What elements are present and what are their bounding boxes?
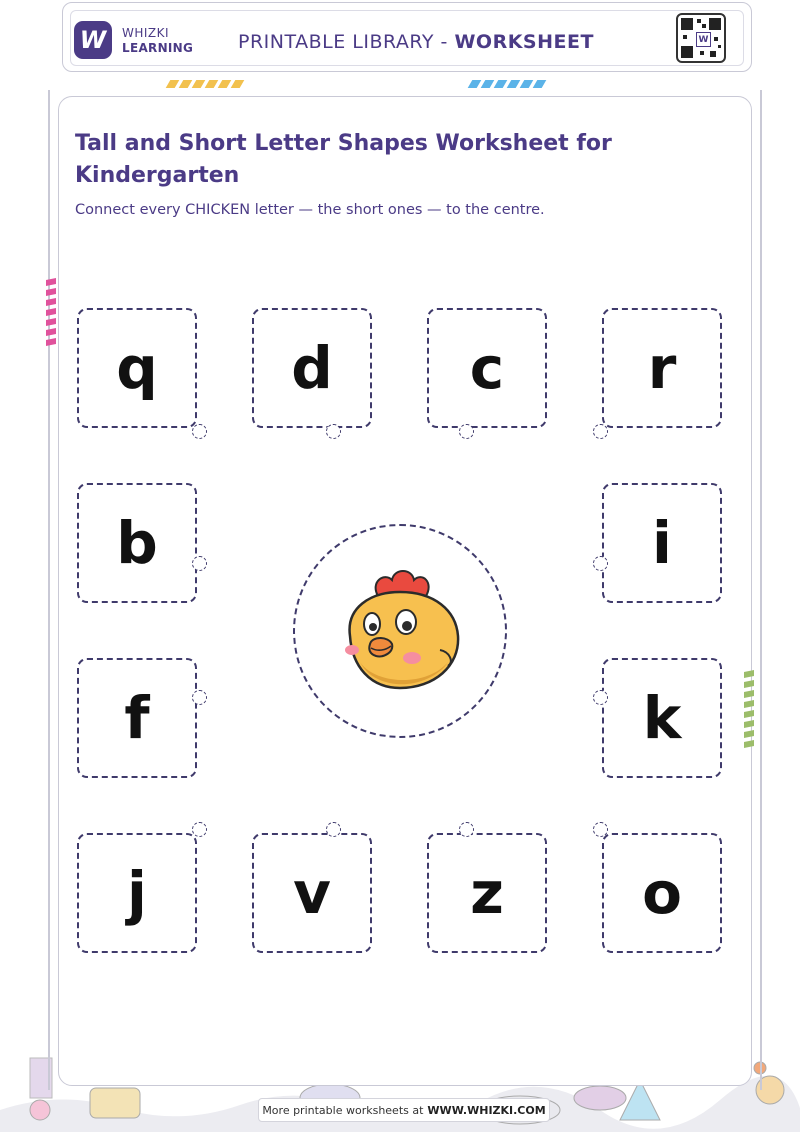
worksheet-instruction: Connect every CHICKEN letter — the short ones — to the centre. [75,202,545,218]
letter-b: b [116,509,158,577]
pink-stripe-decoration [44,278,58,350]
connector-dot-q[interactable] [192,424,207,439]
letter-card-j[interactable] [77,833,197,953]
letter-card-o[interactable] [602,833,722,953]
connector-dot-v[interactable] [326,822,341,837]
letter-q: q [116,334,158,402]
connector-dot-r[interactable] [593,424,608,439]
letter-card-k[interactable] [602,658,722,778]
left-frame-line [48,90,50,1090]
letter-card-z[interactable] [427,833,547,953]
connector-dot-i[interactable] [593,556,608,571]
logo-name-top: WHIZKI [122,26,170,40]
header-title [238,31,594,53]
letter-card-v[interactable] [252,833,372,953]
chicken-icon [330,566,470,696]
letter-card-d[interactable] [252,308,372,428]
connector-dot-j[interactable] [192,822,207,837]
connector-dot-z[interactable] [459,822,474,837]
letter-k: k [642,684,682,752]
footer-website-link[interactable]: WWW.WHIZKI.COM [427,1103,546,1117]
letter-card-f[interactable] [77,658,197,778]
qr-code-icon [676,13,726,63]
footer-text: More printable worksheets at [262,1103,424,1117]
letter-i: i [652,509,672,577]
footer-link-bar [258,1098,550,1122]
letter-c: c [469,334,505,402]
header-title-bold: WORKSHEET [454,31,594,53]
yellow-stripe-decoration [168,80,242,89]
qr-logo-mark: W [696,32,711,47]
connector-dot-f[interactable] [192,690,207,705]
letter-card-c[interactable] [427,308,547,428]
green-stripe-decoration [742,670,756,752]
letter-o: o [642,859,682,927]
letter-z: z [470,859,504,927]
letter-v: v [293,859,331,927]
header-title-prefix: PRINTABLE LIBRARY - [238,31,455,53]
letter-r: r [647,334,677,402]
whizki-logo-icon: W [74,21,112,59]
letter-card-r[interactable] [602,308,722,428]
letter-f: f [124,684,150,752]
letter-card-b[interactable] [77,483,197,603]
connector-dot-c[interactable] [459,424,474,439]
connector-dot-k[interactable] [593,690,608,705]
letter-card-q[interactable] [77,308,197,428]
connector-dot-d[interactable] [326,424,341,439]
letter-d: d [291,334,333,402]
letter-card-i[interactable] [602,483,722,603]
letter-j: j [127,859,147,927]
blue-stripe-decoration [470,80,544,89]
right-frame-line [760,90,762,1090]
connector-dot-o[interactable] [593,822,608,837]
connector-dot-b[interactable] [192,556,207,571]
worksheet-title: Tall and Short Letter Shapes Worksheet for Kindergarten [75,131,612,188]
logo-name-bottom: LEARNING [122,41,194,55]
